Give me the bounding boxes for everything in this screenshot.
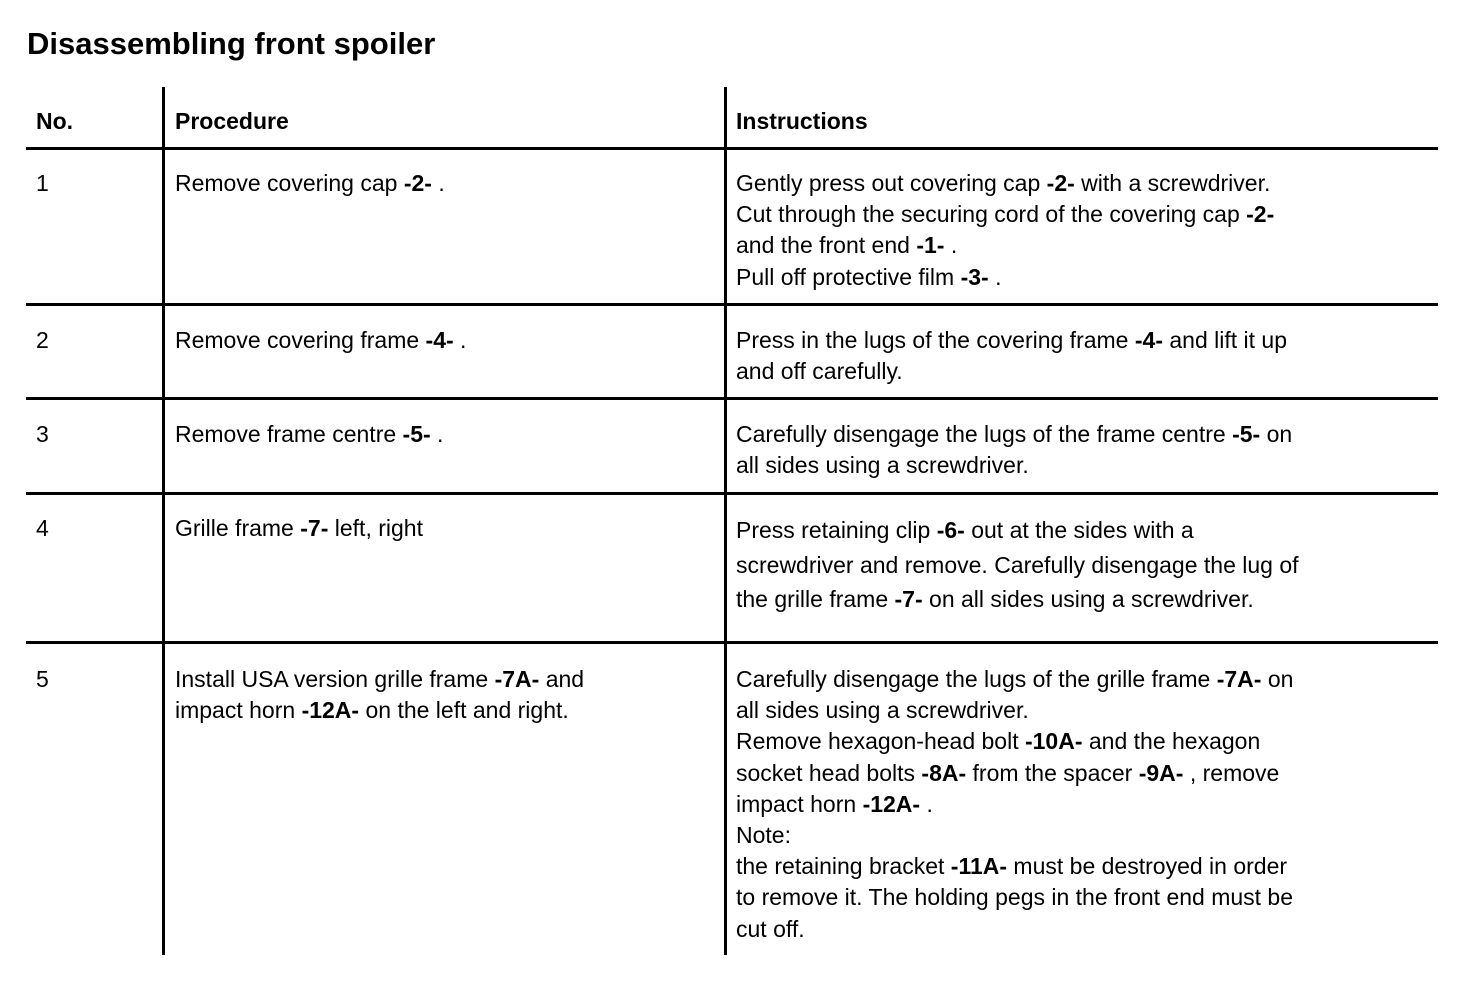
text-line: [736, 758, 1293, 789]
text-segment: impact horn: [175, 697, 302, 724]
header-procedure: Procedure: [175, 108, 289, 134]
text-line: [736, 199, 1274, 230]
text-segment: must be destroyed in order: [1007, 853, 1288, 880]
text-line: [736, 262, 1274, 293]
part-reference: -4-: [1134, 327, 1163, 353]
page-title: Disassembling front spoiler: [27, 26, 436, 61]
row-number: 2: [36, 327, 49, 353]
text-segment: screwdriver and remove. Carefully disengage the lug of: [736, 551, 1299, 578]
text-segment: impact horn: [736, 790, 863, 817]
text-segment: on: [1260, 421, 1293, 447]
text-line: [736, 419, 1292, 450]
text-segment: , remove: [1183, 759, 1280, 786]
procedure-cell: [175, 419, 443, 450]
text-line: [175, 695, 584, 726]
text-segment: to remove it. The holding pegs in the front end must be: [736, 884, 1294, 911]
text-segment: all sides using a screwdriver.: [736, 697, 1029, 724]
text-line: [736, 582, 1299, 617]
text-segment: Remove covering cap: [175, 170, 404, 196]
part-reference: -3-: [960, 263, 989, 290]
text-line: [736, 230, 1274, 261]
part-reference: -12A-: [301, 697, 360, 724]
column-divider: [162, 87, 165, 955]
text-line: [736, 356, 1287, 387]
text-segment: with a screwdriver.: [1074, 170, 1271, 196]
text-segment: on: [1261, 666, 1294, 692]
text-segment: .: [988, 263, 1002, 290]
text-line: [736, 789, 1293, 820]
text-segment: Note:: [736, 822, 791, 849]
part-reference: -2-: [1246, 201, 1275, 228]
part-reference: -5-: [1232, 421, 1261, 447]
row-rule: [26, 397, 1438, 400]
text-segment: the grille frame: [736, 586, 895, 612]
text-segment: and off carefully.: [736, 358, 903, 385]
text-segment: all sides using a screwdriver.: [736, 452, 1029, 479]
instructions-cell: [736, 419, 1292, 481]
text-segment: and lift it up: [1163, 327, 1288, 353]
text-segment: Remove covering frame: [175, 327, 426, 353]
part-reference: -1-: [916, 232, 945, 259]
part-reference: -6-: [936, 517, 965, 543]
part-reference: -11A-: [950, 853, 1008, 880]
instructions-cell: [736, 325, 1287, 387]
part-reference: -9A-: [1138, 759, 1184, 786]
row-number: 5: [36, 666, 49, 692]
text-segment: Carefully disengage the lugs of the frame centre: [736, 421, 1233, 447]
text-segment: .: [453, 327, 467, 353]
text-line: [736, 664, 1293, 695]
text-line: [175, 664, 584, 695]
part-reference: -7A-: [1216, 666, 1262, 692]
text-segment: Install USA version grille frame: [175, 666, 495, 692]
text-segment: Gently press out covering cap: [736, 170, 1047, 196]
text-segment: Pull off protective film: [736, 263, 961, 290]
text-line: [736, 851, 1293, 882]
instructions-cell: [736, 513, 1299, 617]
part-reference: -8A-: [921, 759, 967, 786]
text-segment: Cut through the securing cord of the covering cap: [736, 201, 1247, 228]
text-line: [736, 513, 1299, 548]
text-line: [175, 513, 423, 544]
text-line: [736, 695, 1293, 726]
part-reference: -12A-: [862, 790, 921, 817]
header-no: No.: [36, 108, 74, 134]
text-segment: on the left and right.: [359, 697, 569, 724]
text-segment: Remove hexagon-head bolt: [736, 728, 1025, 755]
instructions-cell: [736, 168, 1274, 293]
text-line: [736, 548, 1299, 583]
text-segment: cut off.: [736, 915, 805, 942]
row-rule: [26, 492, 1438, 495]
text-line: [736, 325, 1287, 356]
text-segment: the retaining bracket: [736, 853, 951, 880]
text-segment: from the spacer: [966, 759, 1139, 786]
text-segment: .: [431, 170, 445, 196]
part-reference: -4-: [425, 327, 454, 353]
procedure-cell: [175, 664, 584, 726]
row-rule: [26, 303, 1438, 306]
column-divider: [724, 87, 727, 955]
procedure-cell: [175, 168, 445, 199]
header-instructions: Instructions: [736, 108, 868, 134]
text-segment: on all sides using a screwdriver.: [922, 586, 1254, 612]
text-line: [175, 168, 445, 199]
text-segment: Remove frame centre: [175, 421, 403, 447]
text-segment: and: [539, 666, 585, 692]
text-segment: Carefully disengage the lugs of the grille frame: [736, 666, 1217, 692]
text-line: [736, 882, 1293, 913]
row-number: 3: [36, 421, 49, 447]
row-rule: [26, 641, 1438, 644]
procedure-cell: [175, 513, 423, 544]
text-segment: .: [920, 790, 933, 817]
text-line: [736, 168, 1274, 199]
part-reference: -10A-: [1024, 728, 1083, 755]
text-segment: out at the sides with a: [964, 517, 1194, 543]
text-line: [736, 450, 1292, 481]
part-reference: -7-: [894, 586, 923, 612]
procedure-cell: [175, 325, 466, 356]
part-reference: -5-: [402, 421, 431, 447]
row-number: 1: [36, 170, 49, 196]
text-line: [175, 325, 466, 356]
part-reference: -2-: [403, 170, 432, 196]
text-segment: socket head bolts: [736, 759, 922, 786]
row-number: 4: [36, 515, 49, 541]
text-segment: .: [944, 232, 958, 259]
text-segment: Grille frame: [175, 515, 301, 541]
text-line: [736, 914, 1293, 945]
instructions-cell: [736, 664, 1293, 945]
part-reference: -7A-: [494, 666, 540, 692]
text-line: [736, 820, 1293, 851]
text-segment: Press retaining clip: [736, 517, 937, 543]
text-segment: and the front end: [736, 232, 917, 259]
text-segment: Press in the lugs of the covering frame: [736, 327, 1135, 353]
text-segment: .: [430, 421, 444, 447]
header-rule: [26, 147, 1438, 150]
part-reference: -7-: [300, 515, 329, 541]
text-segment: and the hexagon: [1082, 728, 1261, 755]
text-line: [175, 419, 443, 450]
text-segment: left, right: [328, 515, 423, 541]
part-reference: -2-: [1046, 170, 1075, 196]
text-line: [736, 726, 1293, 757]
